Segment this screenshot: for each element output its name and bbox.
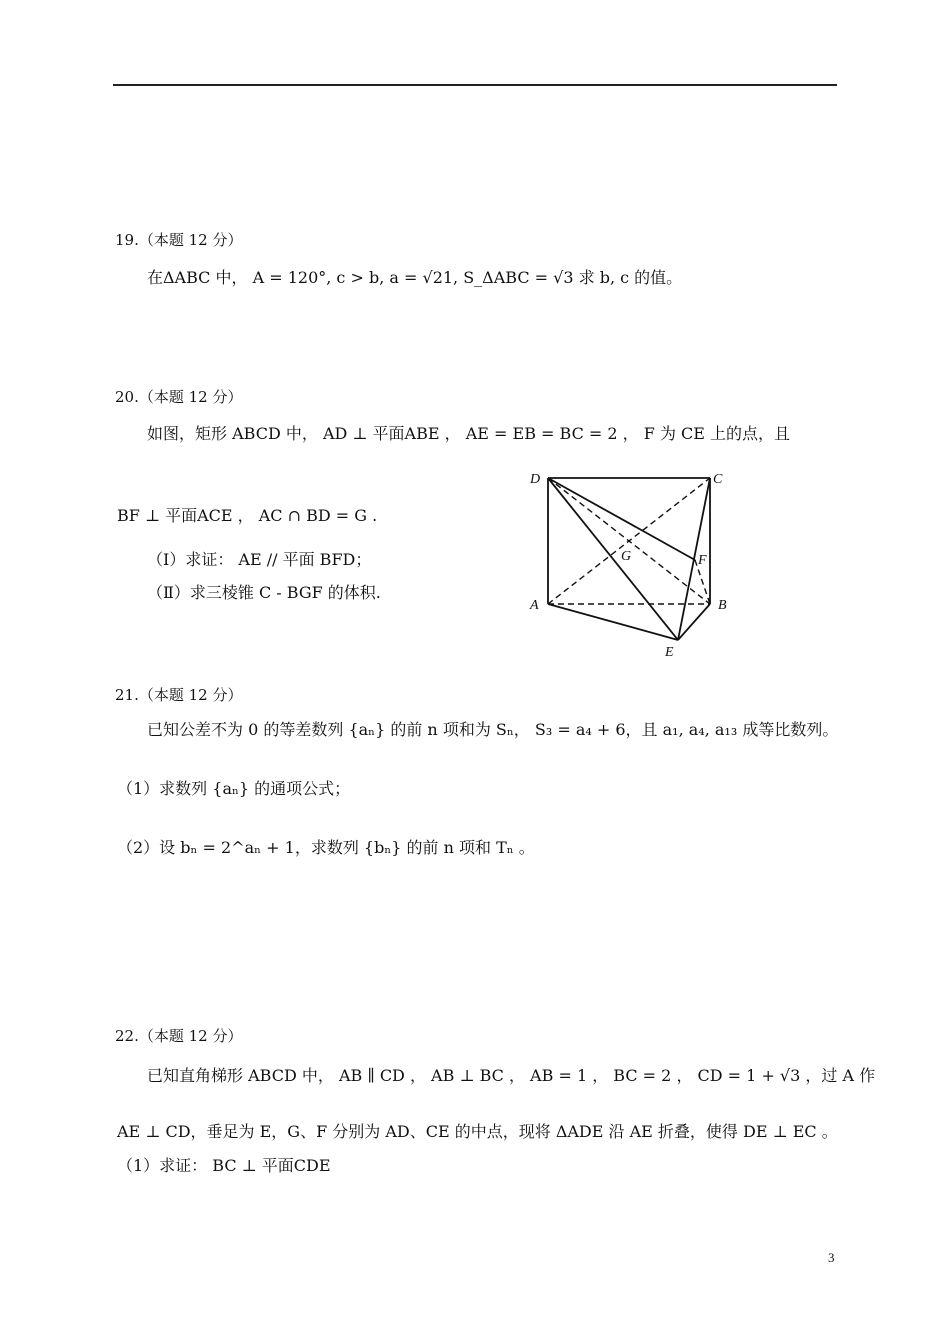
q21-text: 已知公差不为 0 的等差数列 {aₙ} 的前 n 项和为 Sₙ， S₃ = a₄ + 6，且 a₁, a₄, a₁₃ 成等比数列。 (147, 720, 839, 739)
label-A: A (530, 598, 539, 613)
q19-text: 在ΔABC 中， A = 120°, c > b, a = √21, S_ΔABC = √3 求 b, c 的值。 (147, 268, 683, 287)
label-B: B (718, 598, 727, 613)
q22-line2: AE ⊥ CD，垂足为 E，G、F 分别为 AD、CE 的中点，现将 ΔADE 沿 AE 折叠，使得 DE ⊥ EC 。 (117, 1122, 838, 1141)
edge-DE (548, 478, 678, 640)
geometry-figure (520, 468, 740, 663)
q20-line2: BF ⊥ 平面ACE ， AC ∩ BD = G . (117, 506, 378, 525)
header-rule (113, 84, 837, 86)
q21-part2: （2）设 bₙ = 2^aₙ + 1，求数列 {bₙ} 的前 n 项和 Tₙ 。 (117, 838, 535, 857)
page-number: 3 (828, 1250, 835, 1265)
q21-part1: （1）求数列 {aₙ} 的通项公式； (117, 779, 351, 798)
label-G: G (621, 549, 632, 564)
label-C: C (713, 472, 723, 487)
q22-header: 22.（本题 12 分） (115, 1027, 243, 1045)
q20-part1: （Ⅰ）求证： AE // 平面 BFD； (147, 550, 372, 569)
q21-header: 21.（本题 12 分） (115, 686, 243, 704)
q22-part1: （1）求证： BC ⊥ 平面CDE (117, 1156, 331, 1175)
q20-part2: （Ⅱ）求三棱锥 C - BGF 的体积. (147, 583, 381, 602)
edge-BE (678, 604, 710, 640)
q20-line1: 如图，矩形 ABCD 中， AD ⊥ 平面ABE ， AE = EB = BC = 2 ， F 为 CE 上的点，且 (147, 424, 791, 443)
label-E: E (665, 645, 674, 660)
q19-header: 19.（本题 12 分） (115, 231, 243, 249)
label-F: F (698, 553, 707, 568)
q20-header: 20.（本题 12 分） (115, 388, 243, 406)
edge-AE (548, 604, 678, 640)
label-D: D (530, 472, 541, 487)
q22-line1: 已知直角梯形 ABCD 中， AB ∥ CD ， AB ⊥ BC ， AB = 1 ， BC = 2 ， CD = 1 + √3 ，过 A 作 (147, 1066, 876, 1085)
